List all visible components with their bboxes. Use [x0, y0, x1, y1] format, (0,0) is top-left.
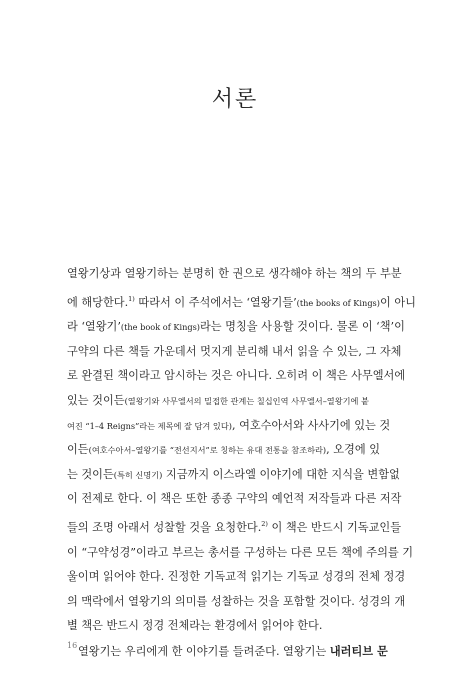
text-segment: 따라서 이 주석에서는 ‘열왕기들’: [134, 295, 297, 309]
text-line: [67, 414, 408, 439]
chapter-title: 서론: [211, 87, 259, 112]
body-text: [67, 262, 416, 665]
text-segment: 별 책은 반드시 정경 전체라는 환경에서 읽어야 한다.: [67, 619, 323, 633]
text-line: [67, 287, 416, 316]
text-line: [67, 614, 408, 639]
text-segment: 는 것이든: [67, 467, 114, 481]
text-line: [67, 389, 408, 414]
page-number: 16: [67, 641, 78, 650]
text-line: [67, 463, 408, 488]
small-text: (여호수아서–열왕기를 “전선지서”로 칭하는 유대 전통을 참조하라): [88, 445, 327, 456]
text-segment: 열왕기는 우리에게 한 이야기를 들려준다. 열왕기는: [78, 644, 330, 658]
text-line: [67, 541, 414, 566]
text-segment: 이 전제로 한다. 이 책은 또한 종종 구약의 예언적 저작들과 다른 저작: [67, 492, 402, 506]
text-segment: 열왕기상과 열왕기하는 분명히 한 권으로 생각해야 하는 책의 두 부분: [67, 267, 402, 280]
text-line: [67, 590, 408, 615]
text-segment: 이든: [67, 443, 89, 457]
text-line: [67, 340, 408, 365]
text-line: [67, 512, 408, 541]
text-segment: 라는 명칭을 사용할 것이다. 물론 이 ‘책’이: [199, 320, 405, 334]
text-line: [67, 639, 408, 665]
text-segment: 있는 것이든: [67, 393, 125, 407]
text-segment: 라 ‘열왕기’: [67, 320, 121, 334]
small-text: (the book of Kings): [120, 322, 200, 333]
small-text: 여진 “1–4 Reigns”라는 제목에 잘 담겨 있다): [67, 420, 232, 431]
text-segment: , 여호수아서와 사사기에 있는 것: [231, 418, 391, 432]
text-line: [67, 438, 408, 463]
text-segment: 구약의 다른 책들 가운데서 멋지게 분리해 내서 읽을 수 있는, 그 자체: [67, 344, 402, 358]
text-segment: 의 맥락에서 열왕기의 의미를 성찰하는 것을 포함할 것이다. 성경의 개: [67, 594, 406, 608]
bold-text: 내러티브 문: [329, 643, 388, 658]
text-segment: 에 해당한다.: [67, 295, 129, 309]
text-line: [67, 315, 408, 340]
text-segment: , 오경에 있: [326, 443, 381, 457]
footnote-marker[interactable]: 2): [261, 519, 268, 528]
text-line: [67, 262, 408, 287]
text-segment: 이 아니: [379, 295, 416, 309]
text-segment: 이 책은 반드시 기독교인들: [267, 520, 402, 534]
small-text: (특히 신명기): [113, 469, 163, 480]
small-text: (the books of Kings): [296, 297, 380, 308]
text-segment: 이 “구약성경”이라고 부르는 총서를 구성하는 다른 모든 책에 주의를 기: [67, 545, 414, 559]
text-segment: 울이며 읽어야 한다. 진정한 기독교적 읽기는 기독교 성경의 전체 정경: [67, 570, 406, 584]
text-line: [67, 487, 408, 512]
text-segment: 지금까지 이스라엘 이야기에 대한 지식을 변함없: [162, 467, 400, 481]
text-line: [67, 364, 408, 389]
footnote-marker[interactable]: 1): [128, 294, 135, 303]
text-segment: 들의 조명 아래서 성찰할 것을 요청한다.: [67, 520, 262, 534]
text-segment: 로 완결된 책이라고 암시하는 것은 아니다. 오히려 이 책은 사무엘서에: [67, 369, 406, 383]
text-line: [67, 565, 408, 590]
small-text: (열왕기와 사무엘서의 밀접한 관계는 칠십인역 사무엘서–열왕기에 붙: [124, 395, 369, 406]
